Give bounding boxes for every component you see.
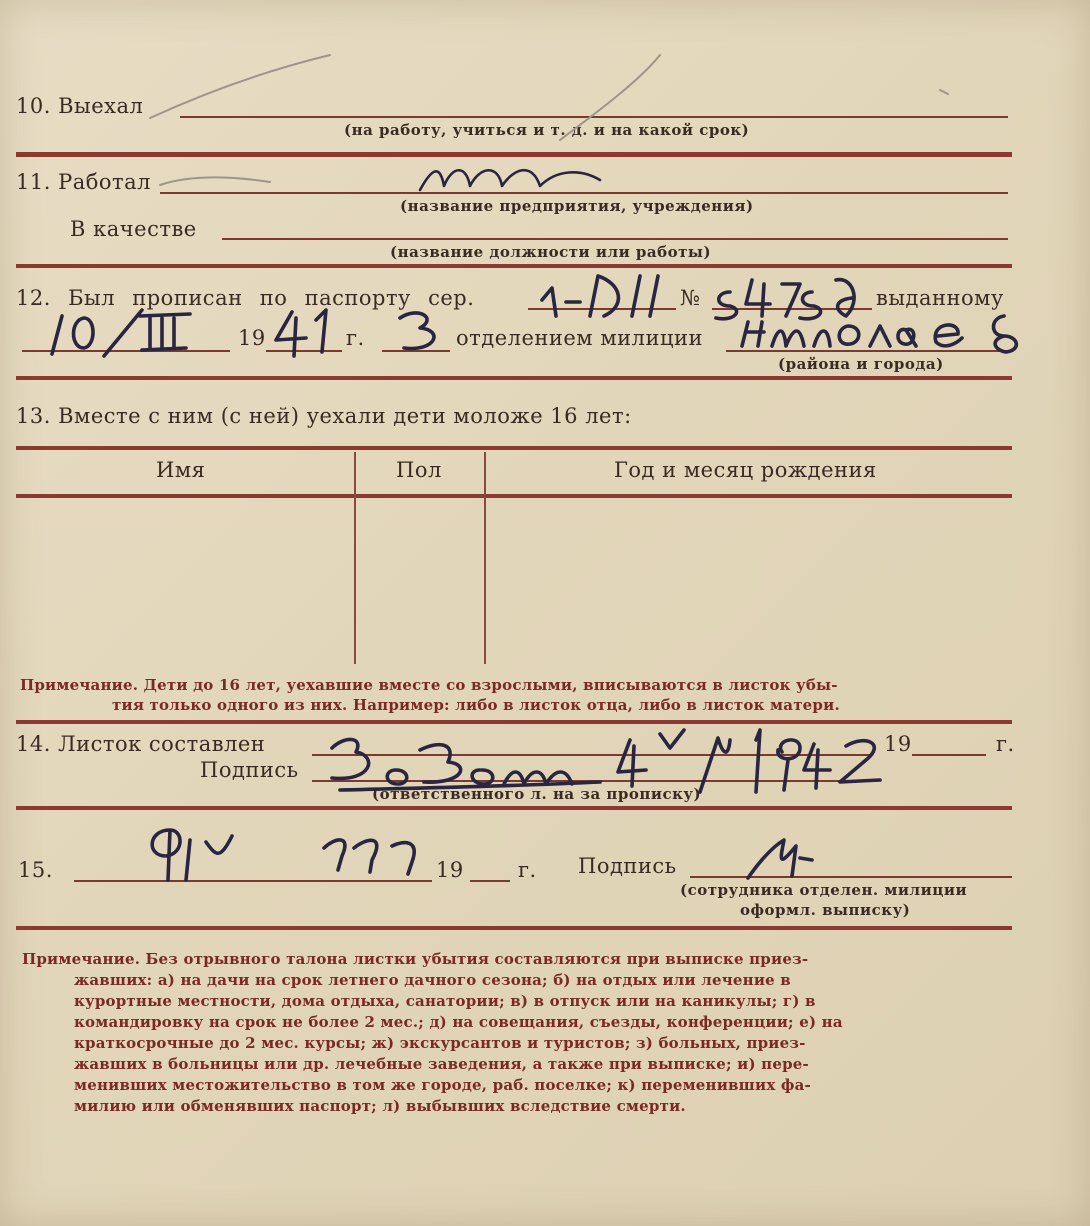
- note2-line: милию или обменявших паспорт; л) выбывших вследствие смерти.: [74, 1097, 686, 1115]
- row15-year-suffix: г.: [518, 858, 537, 882]
- row15-sign-hint1: (сотрудника отделен. милиции: [680, 881, 968, 899]
- note2-line: курортные местности, дома отдыха, санатории; в) в отпуск или на каникулы; г) в: [74, 992, 816, 1010]
- note1-line2: тия только одного из них. Например: либо в листок отца, либо в листок матери.: [112, 696, 840, 714]
- row10-label: 10. Выехал: [16, 94, 144, 118]
- row12-issued: выданному: [876, 286, 1004, 310]
- row15-sign-label: Подпись: [578, 854, 677, 878]
- row14-sign-hint: (ответственного л. на за прописку): [372, 785, 702, 803]
- row12-dept-hint: (района и города): [778, 355, 944, 373]
- row14-sign-label: Подпись: [200, 758, 299, 782]
- col-name-header: Имя: [156, 458, 206, 482]
- note2-line: жавших: а) на дачи на срок летнего дачного сезона; б) на отдых или лечение в: [74, 971, 791, 989]
- row12-number-label: №: [680, 286, 701, 310]
- row15-label: 15.: [18, 858, 53, 882]
- row13-label: 13. Вместе с ним (с ней) уехали дети моложе 16 лет:: [16, 404, 632, 428]
- note2-line: менивших местожительство в том же городе, раб. поселке; к) переменивших фа-: [74, 1076, 811, 1094]
- row12-year-prefix: 19: [238, 326, 266, 350]
- note2-line: жавших в больницы или др. лечебные заведения, а также при выписке; и) пере-: [74, 1055, 809, 1073]
- row11-label: 11. Работал: [16, 170, 151, 194]
- note2-line: краткосрочные до 2 мес. курсы; ж) экскурсантов и туристов; з) больных, приез-: [74, 1034, 806, 1052]
- row10-hint: (на работу, учиться и т. д. и на какой срок): [344, 121, 750, 139]
- col-birth-header: Год и месяц рождения: [614, 458, 877, 482]
- row14-label: 14. Листок составлен: [16, 732, 266, 756]
- row12-passport-text: 12. Был прописан по паспорту сер.: [16, 286, 475, 310]
- row14-year-prefix: 19: [884, 732, 912, 756]
- row12-year-suffix: г.: [346, 326, 365, 350]
- row15-year-prefix: 19: [436, 858, 464, 882]
- note2-line: командировку на срок не более 2 мес.; д) на совещания, съезды, конференции; е) на: [74, 1013, 843, 1031]
- note2-line: Примечание. Без отрывного талона листки убытия составляются при выписке приез-: [22, 950, 809, 968]
- row11-hint: (название предприятия, учреждения): [400, 197, 754, 215]
- row14-year-suffix: г.: [996, 732, 1015, 756]
- row11-position-label: В качестве: [70, 217, 197, 241]
- note1-line1: Примечание. Дети до 16 лет, уехавшие вместе со взрослыми, вписываются в листок убы-: [20, 676, 838, 694]
- row15-sign-hint2: оформл. выписку): [740, 901, 911, 919]
- row12-dept: отделением милиции: [456, 326, 703, 350]
- col-sex-header: Пол: [396, 458, 442, 482]
- row11-position-hint: (название должности или работы): [390, 243, 712, 261]
